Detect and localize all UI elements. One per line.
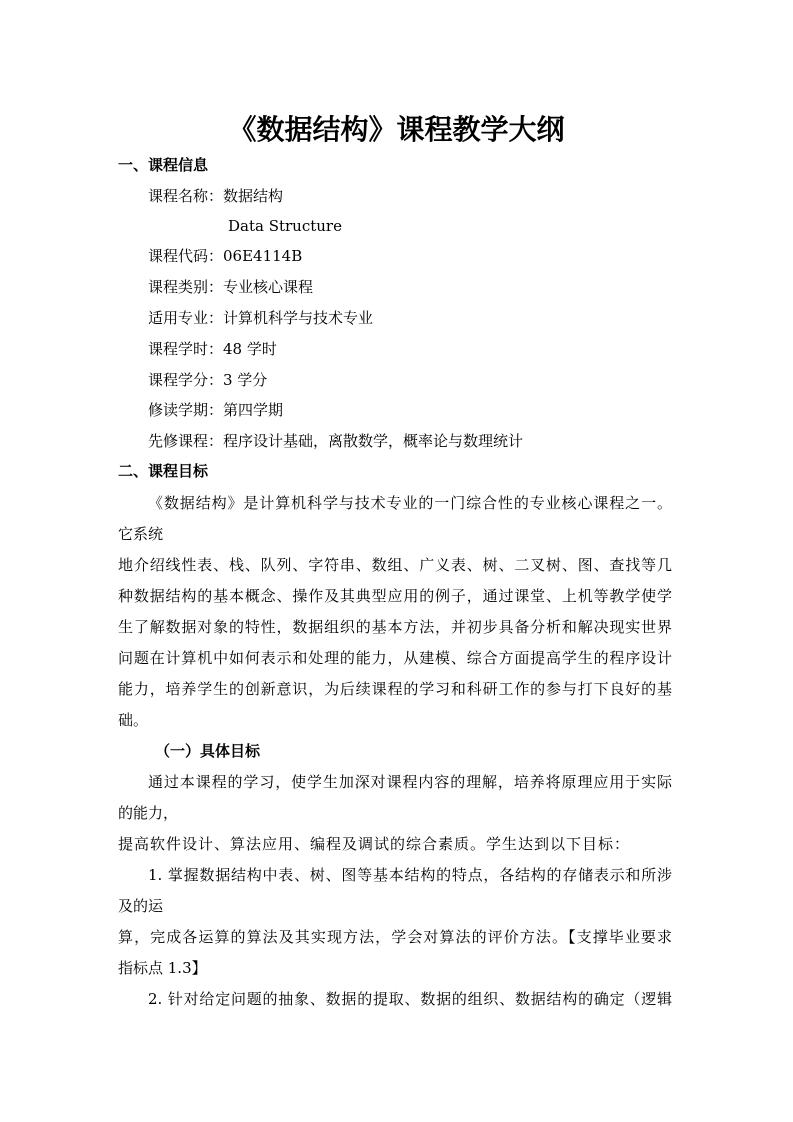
goal-line: 1. 掌握数据结构中表、树、图等基本结构的特点，各结构的存储表示和所涉 — [148, 866, 672, 884]
paragraph-line: 种数据结构的基本概念、操作及其典型应用的例子，通过课堂、上机等教学使学 — [118, 587, 672, 605]
course-prerequisites: 先修课程：程序设计基础，离散数学，概率论与数理统计 — [148, 432, 524, 450]
subsection-heading: （一）具体目标 — [155, 742, 261, 760]
document-title: 《数据结构》课程教学大纲 — [228, 113, 565, 146]
paragraph-line: 生了解数据对象的特性，数据组织的基本方法，并初步具备分析和解决现实世界 — [118, 618, 672, 636]
goal-line: 及的运 — [118, 897, 164, 915]
paragraph-line: 问题在计算机中如何表示和处理的能力，从建模、综合方面提高学生的程序设计 — [118, 649, 672, 667]
goal-line: 2. 针对给定问题的抽象、数据的提取、数据的组织、数据结构的确定（逻辑 — [148, 990, 672, 1008]
goal-line: 算，完成各运算的算法及其实现方法，学会对算法的评价方法。【支撑毕业要求 — [118, 928, 672, 946]
goal-line: 指标点 1.3】 — [118, 959, 207, 977]
goal-line: 提高软件设计、算法应用、编程及调试的综合素质。学生达到以下目标： — [118, 835, 631, 853]
course-semester: 修读学期：第四学期 — [148, 401, 284, 419]
goal-line: 的能力， — [118, 804, 179, 822]
section-heading-objectives: 二、课程目标 — [118, 462, 209, 480]
paragraph-line: 《数据结构》是计算机科学与技术专业的一门综合性的专业核心课程之一。 — [148, 494, 672, 512]
course-category: 课程类别：专业核心课程 — [148, 278, 314, 296]
goal-line: 通过本课程的学习，使学生加深对课程内容的理解，培养将原理应用于实际 — [148, 773, 672, 791]
section-heading-course-info: 一、课程信息 — [118, 156, 209, 174]
paragraph-line: 能力，培养学生的创新意识，为后续课程的学习和科研工作的参与打下良好的基 — [118, 680, 672, 698]
paragraph-line: 它系统 — [118, 525, 164, 543]
paragraph-line: 地介绍线性表、栈、队列、字符串、数组、广义表、树、二叉树、图、查找等几 — [118, 556, 672, 574]
course-credits: 课程学分：3 学分 — [148, 371, 268, 389]
paragraph-line: 础。 — [118, 711, 149, 729]
course-hours: 课程学时：48 学时 — [148, 340, 277, 358]
course-code: 课程代码：06E4114B — [148, 247, 303, 265]
course-name-en: Data Structure — [228, 217, 342, 235]
course-major: 适用专业：计算机科学与技术专业 — [148, 309, 374, 327]
course-name: 课程名称：数据结构 — [148, 187, 284, 205]
